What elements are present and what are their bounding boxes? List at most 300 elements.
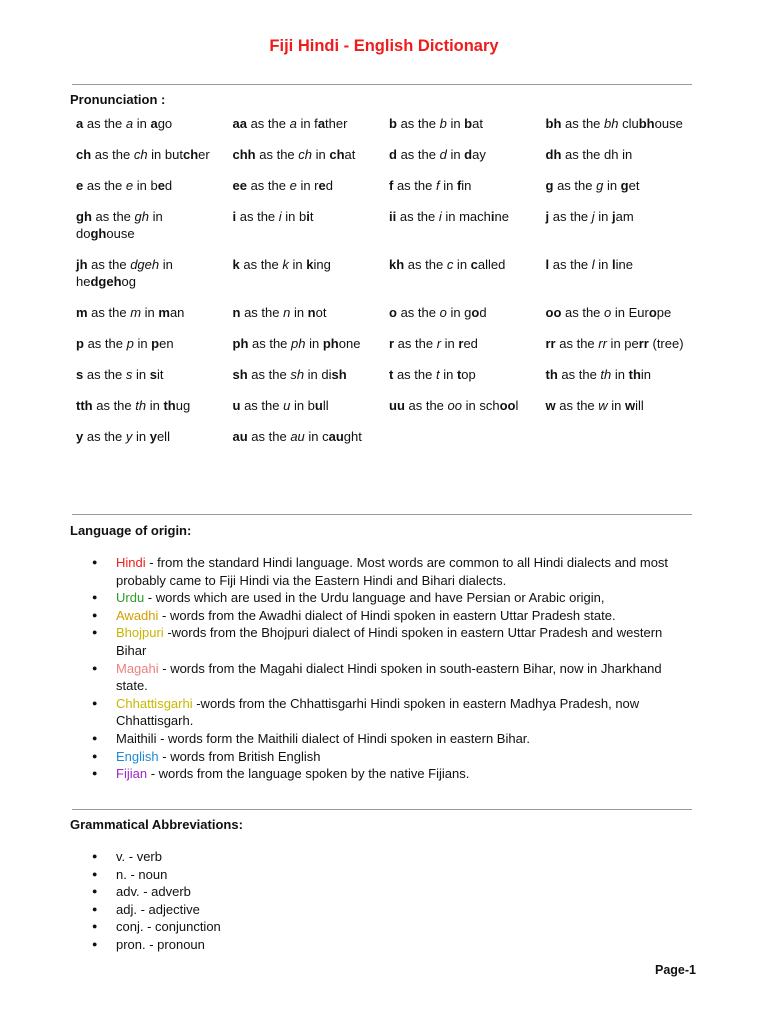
pronunciation-cell [227, 252, 384, 300]
grammar-item: ● n. - noun [72, 866, 692, 884]
origin-item [72, 748, 692, 766]
pronunciation-text: p [76, 336, 84, 351]
pronunciation-cell [227, 173, 384, 204]
pronunciation-text: as the [557, 367, 601, 382]
pronunciation-text: in f [296, 116, 318, 131]
pronunciation-cell [540, 300, 697, 331]
pronunciation-cell [540, 331, 697, 362]
document-title: Fiji Hindi - English Dictionary [269, 37, 499, 55]
pronunciation-text: as the [404, 398, 448, 413]
pronunciation-cell [70, 331, 227, 362]
grammar-item: ● adv. - adverb [72, 883, 692, 901]
pronunciation-text: ch [133, 147, 148, 162]
pronunciation-text: gh [134, 209, 149, 224]
pronunciation-text: ouse [654, 116, 683, 131]
pronunciation-cell [540, 111, 697, 142]
pronunciation-text: e [157, 178, 165, 193]
pronunciation-text: ay [472, 147, 486, 162]
grammar-item: ● adj. - adjective [72, 901, 692, 919]
pronunciation-text: as the [561, 116, 605, 131]
pronunciation-cell [540, 204, 697, 252]
pronunciation-row [70, 424, 696, 455]
pronunciation-text: n [232, 305, 241, 320]
pronunciation-text: as the [396, 147, 440, 162]
pronunciation-text: in sch [462, 398, 500, 413]
pronunciation-text: as the [240, 305, 284, 320]
pronunciation-text: ch [182, 147, 199, 162]
grammar-heading: Grammatical Abbreviations: [70, 817, 243, 832]
pronunciation-row [70, 252, 696, 300]
pronunciation-text: g [596, 178, 604, 193]
pronunciation-text: as the [240, 398, 284, 413]
pronunciation-text: at [344, 147, 356, 162]
pronunciation-text: am [615, 209, 634, 224]
pronunciation-text: w [598, 398, 608, 413]
pronunciation-text: jh [76, 257, 88, 272]
pronunciation-text: in [441, 336, 459, 351]
pronunciation-text: p [126, 336, 134, 351]
pronunciation-text: as the [396, 209, 439, 224]
pronunciation-text: in [446, 147, 465, 162]
pronunciation-text: in c [304, 429, 329, 444]
pronunciation-row [70, 393, 696, 424]
pronunciation-text: oo [447, 398, 462, 413]
origin-description: - words from the Awadhi dialect of Hindi spoken in eastern Uttar Pradesh state. [158, 607, 616, 623]
pronunciation-text: at [472, 116, 483, 131]
pronunciation-cell [227, 424, 384, 455]
origin-item [72, 765, 692, 783]
pronunciation-text: as the [553, 178, 597, 193]
grammar-item: ● pron. - pronoun [72, 936, 692, 954]
pronunciation-text: o [389, 305, 397, 320]
page-number: Page-1 [655, 963, 696, 977]
pronunciation-text: i [438, 209, 442, 224]
pronunciation-cell [540, 142, 697, 173]
pronunciation-row [70, 300, 696, 331]
pronunciation-text: in b [281, 209, 307, 224]
pronunciation-text: dgeh [90, 274, 122, 289]
pronunciation-cell [383, 252, 540, 300]
pronunciation-text: in [607, 398, 625, 413]
origin-language-name: Awadhi [116, 607, 159, 623]
pronunciation-text: a [289, 116, 297, 131]
pronunciation-text: in [453, 257, 471, 272]
pronunciation-text: ed [463, 336, 478, 351]
pronunciation-text: d [164, 178, 173, 193]
pronunciation-text: uu [389, 398, 405, 413]
pronunciation-text: b [464, 116, 473, 131]
origin-description: - words form the Maithili dialect of Hindi spoken in eastern Bihar. [156, 730, 531, 746]
pronunciation-text: in Eur [611, 305, 649, 320]
pronunciation-text: dh [545, 147, 562, 162]
pronunciation-text: o [604, 305, 612, 320]
pronunciation-cell [383, 204, 540, 252]
pronunciation-text: in [290, 305, 308, 320]
pronunciation-text: b [439, 116, 447, 131]
pronunciation-text: j [591, 209, 595, 224]
pronunciation-text: in r [296, 178, 319, 193]
pronunciation-text: u [232, 398, 241, 413]
pronunciation-text: in [133, 116, 151, 131]
origin-item [72, 554, 692, 589]
pronunciation-text: o [471, 305, 480, 320]
pronunciation-text: d [325, 178, 333, 193]
pronunciation-text: kh [389, 257, 405, 272]
pronunciation-text: as the [549, 257, 592, 272]
pronunciation-text: th [600, 367, 612, 382]
pronunciation-text: ght [343, 429, 362, 444]
pronunciation-text: ll [322, 398, 329, 413]
pronunciation-text: bh [604, 116, 619, 131]
pronunciation-text: ug [175, 398, 191, 413]
pronunciation-text: d [439, 147, 447, 162]
pronunciation-text: in di [304, 367, 332, 382]
pronunciation-text: l [545, 257, 550, 272]
pronunciation-text: th [545, 367, 558, 382]
pronunciation-text: tth [76, 398, 93, 413]
pronunciation-text: y [125, 429, 133, 444]
pronunciation-text: bh [545, 116, 562, 131]
origin-description: - words from the language spoken by the native Fijians. [147, 766, 470, 782]
pronunciation-cell [70, 252, 227, 300]
pronunciation-text: in [132, 429, 150, 444]
divider [72, 514, 692, 515]
pronunciation-cell [227, 362, 384, 393]
pronunciation-text: g [620, 178, 629, 193]
pronunciation-text: in [611, 367, 629, 382]
pronunciation-text: i [232, 209, 237, 224]
pronunciation-text: as the [247, 367, 291, 382]
pronunciation-text: ne [494, 209, 509, 224]
pronunciation-text: l [515, 398, 519, 413]
pronunciation-cell [540, 173, 697, 204]
pronunciation-text: ch [329, 147, 345, 162]
origin-list [72, 554, 692, 783]
divider [72, 84, 692, 85]
pronunciation-text: in [640, 367, 652, 382]
pronunciation-cell [227, 204, 384, 252]
pronunciation-text: s [149, 367, 157, 382]
pronunciation-text: in pe [606, 336, 639, 351]
pronunciation-cell [70, 173, 227, 204]
pronunciation-text: a [76, 116, 84, 131]
pronunciation-text: t [309, 209, 314, 224]
pronunciation-cell [383, 331, 540, 362]
divider [72, 809, 692, 810]
pronunciation-text: et [628, 178, 640, 193]
pronunciation-text: as the [91, 147, 134, 162]
pronunciation-text: in he [76, 257, 173, 289]
origin-language-name: English [116, 748, 159, 764]
pronunciation-text: rr [545, 336, 556, 351]
pronunciation-cell [383, 173, 540, 204]
pronunciation-text: b [389, 116, 397, 131]
pronunciation-text: bh [638, 116, 655, 131]
pronunciation-text: ii [389, 209, 397, 224]
pronunciation-text: o [439, 305, 447, 320]
pronunciation-text: as the [549, 209, 592, 224]
pronunciation-text: p [151, 336, 160, 351]
pronunciation-text: a [125, 116, 134, 131]
origin-item [72, 589, 692, 607]
pronunciation-text: oo [499, 398, 516, 413]
pronunciation-text: ther [325, 116, 348, 131]
pronunciation-text: as the [236, 209, 279, 224]
pronunciation-text: rr [638, 336, 649, 351]
pronunciation-text: ing [313, 257, 331, 272]
pronunciation-text: w [625, 398, 636, 413]
pronunciation-text: in mach [441, 209, 491, 224]
pronunciation-text: dgeh [130, 257, 160, 272]
pronunciation-text: ine [615, 257, 633, 272]
origin-language-name: Bhojpuri [116, 625, 164, 641]
pronunciation-text: in [439, 178, 457, 193]
pronunciation-text: gh [90, 226, 107, 241]
pronunciation-text: it [156, 367, 164, 382]
pronunciation-text: s [76, 367, 84, 382]
pronunciation-cell [70, 142, 227, 173]
pronunciation-text: ee [232, 178, 247, 193]
pronunciation-text: in [141, 305, 159, 320]
pronunciation-text: as the [247, 429, 291, 444]
origin-item [72, 607, 692, 625]
origin-description: -words from the Chhattisgarhi Hindi spoken in eastern Madhya Pradesh, now Chhattisgarh. [116, 695, 640, 729]
pronunciation-text: in b [290, 398, 315, 413]
pronunciation-text: in [446, 116, 465, 131]
pronunciation-text: alled [477, 257, 506, 272]
pronunciation-text: aa [232, 116, 247, 131]
pronunciation-text: j [545, 209, 550, 224]
origin-language-name: Chhattisgarhi [116, 695, 193, 711]
pronunciation-text: k [282, 257, 289, 272]
pronunciation-text: c [446, 257, 454, 272]
pronunciation-text: an [169, 305, 185, 320]
pronunciation-text: sh [331, 367, 347, 382]
origin-language-name: Urdu [116, 590, 145, 606]
pronunciation-cell [70, 111, 227, 142]
pronunciation-text: as the [561, 305, 605, 320]
pronunciation-text: in do [76, 209, 163, 241]
pronunciation-text: as the [393, 178, 436, 193]
pronunciation-text: op [461, 367, 476, 382]
pronunciation-text: gh [76, 209, 92, 224]
origin-description: - words from British English [158, 748, 321, 764]
pronunciation-cell [227, 393, 384, 424]
pronunciation-text: au [290, 429, 305, 444]
pronunciation-text: as the [83, 116, 126, 131]
pronunciation-text: m [130, 305, 142, 320]
origin-description: - words from the Magahi dialect Hindi spoken in south-eastern Bihar, now in Jharkhand state. [116, 660, 662, 694]
pronunciation-text: w [545, 398, 556, 413]
pronunciation-text: ot [315, 305, 327, 320]
pronunciation-cell [383, 300, 540, 331]
pronunciation-text: r [389, 336, 395, 351]
origin-language-name: Maithili [116, 730, 157, 746]
origin-description: - from the standard Hindi language. Most words are common to all Hindi dialects and most probably came to Fiji Hindi via the Eastern Hindi and Bihari dialects. [116, 555, 669, 588]
pronunciation-text: t [389, 367, 394, 382]
pronunciation-text: r [436, 336, 442, 351]
pronunciation-text: m [76, 305, 88, 320]
pronunciation-text: in [603, 178, 621, 193]
pronunciation-cell [540, 362, 697, 393]
pronunciation-text: s [125, 367, 133, 382]
pronunciation-text: as the [248, 336, 292, 351]
pronunciation-text: l [591, 257, 595, 272]
pronunciation-text: ph [291, 336, 306, 351]
pronunciation-text: f [435, 178, 440, 193]
origin-item [72, 624, 692, 659]
pronunciation-text: as the [83, 367, 126, 382]
pronunciation-cell [383, 111, 540, 142]
pronunciation-text: th [135, 398, 147, 413]
pronunciation-text: sh [290, 367, 305, 382]
pronunciation-text: u [314, 398, 323, 413]
pronunciation-text: in but [147, 147, 183, 162]
pronunciation-text: in [461, 178, 472, 193]
pronunciation-text: in [305, 336, 323, 351]
origin-language-name: Magahi [116, 660, 159, 676]
origin-language-name: Hindi [116, 555, 146, 570]
pronunciation-text: e [76, 178, 84, 193]
pronunciation-text: a [150, 116, 158, 131]
grammar-item: ● v. - verb [72, 848, 692, 866]
pronunciation-text: th [163, 398, 176, 413]
pronunciation-text: as the [555, 398, 599, 413]
pronunciation-text: n [283, 305, 291, 320]
origin-item [72, 695, 692, 730]
pronunciation-cell [70, 362, 227, 393]
pronunciation-text: in [594, 209, 612, 224]
pronunciation-text: th [628, 367, 641, 382]
pronunciation-text: as the dh in [561, 147, 633, 162]
pronunciation-cell [383, 424, 540, 455]
origin-item [72, 660, 692, 695]
pronunciation-text: go [157, 116, 173, 131]
pronunciation-text: en [159, 336, 174, 351]
pronunciation-text: y [76, 429, 84, 444]
pronunciation-text: as the [394, 336, 437, 351]
grammar-item: ● conj. - conjunction [72, 918, 692, 936]
pronunciation-text: au [232, 429, 248, 444]
pronunciation-text: ph [322, 336, 339, 351]
pronunciation-cell [227, 111, 384, 142]
pronunciation-row [70, 204, 696, 252]
pronunciation-text: y [149, 429, 157, 444]
pronunciation-text: og [121, 274, 136, 289]
pronunciation-text: oo [545, 305, 562, 320]
pronunciation-text: as the [87, 257, 131, 272]
pronunciation-text: ph [232, 336, 249, 351]
pronunciation-text: rr [598, 336, 607, 351]
origin-language-name: Fijian [116, 766, 148, 782]
pronunciation-text: e [289, 178, 297, 193]
pronunciation-text: as the [246, 116, 290, 131]
grammar-list [72, 848, 692, 954]
pronunciation-cell [70, 204, 227, 252]
pronunciation-text: in [312, 147, 330, 162]
pronunciation-text: pe [656, 305, 672, 320]
pronunciation-text: e [125, 178, 134, 193]
pronunciation-text: c [470, 257, 478, 272]
pronunciation-cell [540, 252, 697, 300]
pronunciation-text: f [456, 178, 462, 193]
pronunciation-cell [70, 424, 227, 455]
pronunciation-text: d [389, 147, 397, 162]
pronunciation-text: in [133, 336, 152, 351]
pronunciation-text: (tree) [648, 336, 684, 351]
pronunciation-row [70, 362, 696, 393]
pronunciation-text: in [594, 257, 612, 272]
pronunciation-cell [540, 393, 697, 424]
pronunciation-cell [540, 424, 697, 455]
pronunciation-text: n [307, 305, 316, 320]
origin-item [72, 730, 692, 748]
pronunciation-text: t [435, 367, 440, 382]
pronunciation-row [70, 173, 696, 204]
pronunciation-heading: Pronunciation : [70, 92, 166, 107]
pronunciation-text: as the [396, 305, 440, 320]
pronunciation-text: as the [87, 305, 131, 320]
pronunciation-text: ch [76, 147, 92, 162]
pronunciation-text: g [545, 178, 554, 193]
pronunciation-text: i [490, 209, 495, 224]
pronunciation-text: a [317, 116, 326, 131]
pronunciation-text: ell [156, 429, 170, 444]
pronunciation-cell [383, 142, 540, 173]
pronunciation-cell [70, 393, 227, 424]
pronunciation-cell [227, 300, 384, 331]
pronunciation-text: as the [239, 257, 283, 272]
pronunciation-text: clu [618, 116, 639, 131]
pronunciation-text: au [328, 429, 344, 444]
pronunciation-row [70, 111, 696, 142]
pronunciation-text: as the [255, 147, 299, 162]
pronunciation-text: in g [446, 305, 472, 320]
pronunciation-text: i [306, 209, 310, 224]
pronunciation-text: as the [555, 336, 599, 351]
pronunciation-text: t [456, 367, 462, 382]
pronunciation-text: chh [232, 147, 256, 162]
pronunciation-text: l [612, 257, 616, 272]
origin-description: -words from the Bhojpuri dialect of Hindi spoken in eastern Uttar Pradesh and western Bihar [116, 625, 663, 658]
pronunciation-text: r [458, 336, 464, 351]
pronunciation-text: o [648, 305, 657, 320]
pronunciation-text: as the [83, 429, 126, 444]
pronunciation-text: one [338, 336, 361, 351]
pronunciation-cell [383, 362, 540, 393]
pronunciation-text: as the [92, 398, 136, 413]
pronunciation-text: k [232, 257, 240, 272]
pronunciation-text: as the [91, 209, 135, 224]
pronunciation-cell [383, 393, 540, 424]
pronunciation-text: u [283, 398, 291, 413]
pronunciation-text: d [464, 147, 473, 162]
pronunciation-text: as the [396, 116, 440, 131]
pronunciation-text: ch [298, 147, 312, 162]
pronunciation-text: d [479, 305, 487, 320]
pronunciation-text: k [306, 257, 314, 272]
pronunciation-cell [227, 331, 384, 362]
pronunciation-text: as the [404, 257, 447, 272]
pronunciation-text: er [198, 147, 210, 162]
pronunciation-text: in [288, 257, 307, 272]
pronunciation-text: sh [232, 367, 248, 382]
pronunciation-text: as the [393, 367, 436, 382]
pronunciation-text: i [278, 209, 282, 224]
pronunciation-row [70, 142, 696, 173]
pronunciation-text: m [158, 305, 170, 320]
pronunciation-text: ouse [106, 226, 135, 241]
